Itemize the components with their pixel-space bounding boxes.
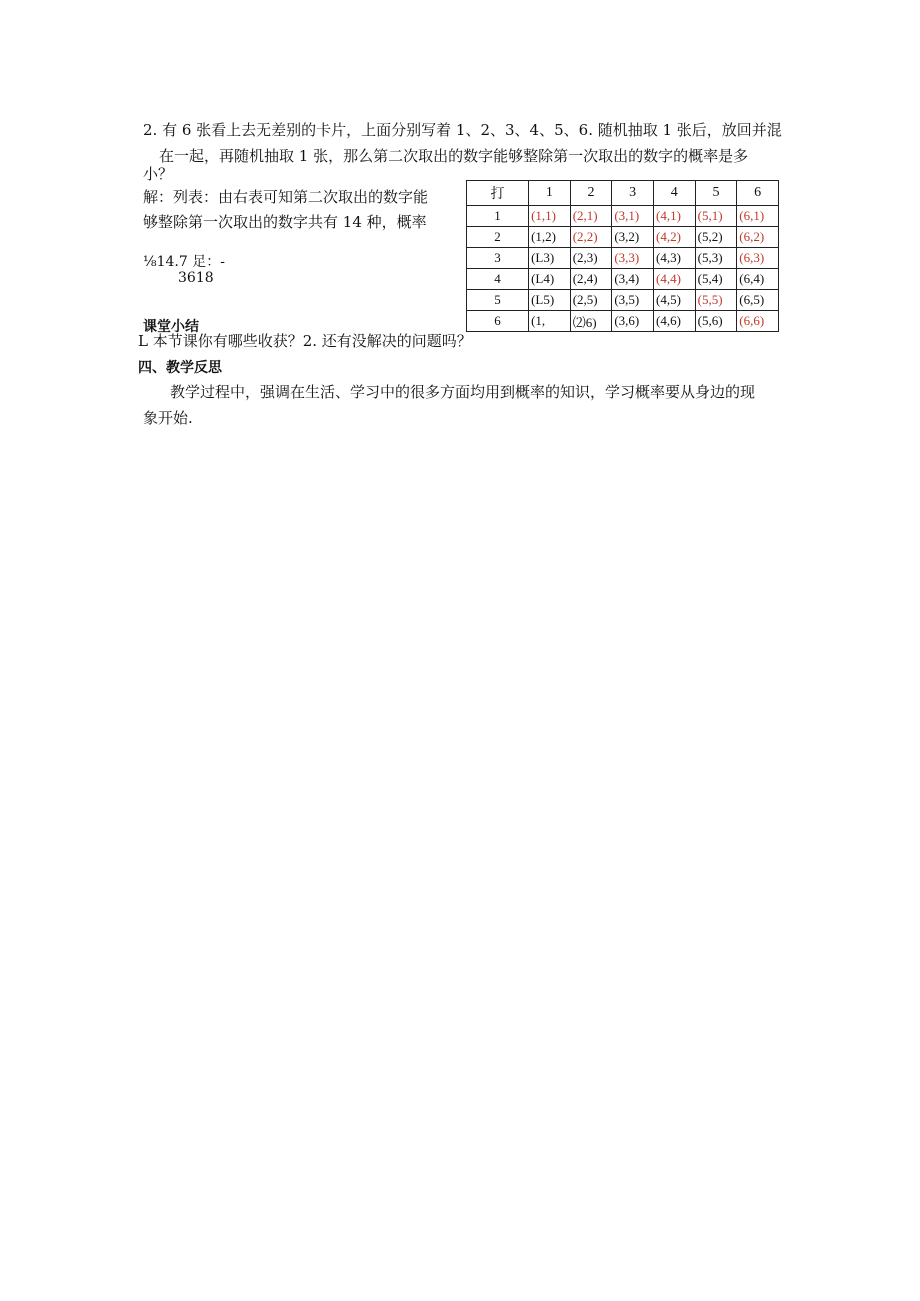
summary-text: L 本节课你有哪些收获？2. 还有没解决的问题吗？ bbox=[138, 332, 472, 350]
table-cell: (6,5) bbox=[737, 290, 779, 311]
table-cell: (4,2) bbox=[653, 227, 695, 248]
table-column-header: 1 bbox=[529, 181, 571, 206]
table-row bbox=[467, 248, 779, 269]
table-cell: (5,3) bbox=[695, 248, 737, 269]
table-cell: (6,1) bbox=[737, 206, 779, 227]
table-cell: (1,1) bbox=[529, 206, 571, 227]
table-cell: (2,2) bbox=[570, 227, 612, 248]
table-corner-cell: 打 bbox=[467, 181, 529, 206]
table-row-header: 5 bbox=[467, 290, 529, 311]
table-row-header: 2 bbox=[467, 227, 529, 248]
table-cell: (L5) bbox=[529, 290, 571, 311]
table-column-header: 4 bbox=[653, 181, 695, 206]
table-cell: (2,4) bbox=[570, 269, 612, 290]
table-row-header: 1 bbox=[467, 206, 529, 227]
table-row bbox=[467, 311, 779, 332]
table-cell: (5,1) bbox=[695, 206, 737, 227]
table-column-header: 3 bbox=[612, 181, 654, 206]
table-cell: (6,3) bbox=[737, 248, 779, 269]
solution-line-3: ⅛14.7 足：- bbox=[143, 254, 225, 270]
solution-line-4: 3618 bbox=[178, 270, 214, 286]
table-cell: (2,5) bbox=[570, 290, 612, 311]
table-cell: (6,2) bbox=[737, 227, 779, 248]
table-cell: (5,2) bbox=[695, 227, 737, 248]
table-cell: (3,5) bbox=[612, 290, 654, 311]
table-row-header: 6 bbox=[467, 311, 529, 332]
table-row bbox=[467, 269, 779, 290]
table-column-header: 6 bbox=[737, 181, 779, 206]
table-row bbox=[467, 227, 779, 248]
outcome-table bbox=[466, 180, 779, 332]
table-cell: (L3) bbox=[529, 248, 571, 269]
table-cell: (3,6) bbox=[612, 311, 654, 332]
table-cell: (2,3) bbox=[570, 248, 612, 269]
table-column-header: 5 bbox=[695, 181, 737, 206]
table-cell: (6,6) bbox=[737, 311, 779, 332]
table-row bbox=[467, 206, 779, 227]
table-cell: (5,4) bbox=[695, 269, 737, 290]
table-cell: (2,1) bbox=[570, 206, 612, 227]
table-cell: (4,4) bbox=[653, 269, 695, 290]
summary-heading: 课堂小结 bbox=[143, 319, 199, 335]
table-cell: (4,6) bbox=[653, 311, 695, 332]
table-cell: (6,4) bbox=[737, 269, 779, 290]
table-cell: (3,1) bbox=[612, 206, 654, 227]
table-cell: (4,5) bbox=[653, 290, 695, 311]
table-cell: (4,3) bbox=[653, 248, 695, 269]
table-cell: (3,3) bbox=[612, 248, 654, 269]
solution-line-1: 解：列表：由右表可知第二次取出的数字能 bbox=[143, 188, 429, 206]
problem-line-3: 小？ bbox=[143, 165, 174, 183]
reflection-line-1: 教学过程中，强调在生活、学习中的很多方面均用到概率的知识，学习概率要从身边的现 bbox=[170, 383, 756, 401]
table-row-header: 4 bbox=[467, 269, 529, 290]
reflection-line-2: 象开始. bbox=[143, 409, 193, 427]
reflection-heading: 四、教学反思 bbox=[138, 360, 222, 376]
solution-line-2: 够整除第一次取出的数字共有 14 种，概率 bbox=[143, 213, 427, 231]
table-cell: (4,1) bbox=[653, 206, 695, 227]
problem-line-2: 在一起，再随机抽取 1 张，那么第二次取出的数字能够整除第一次取出的数字的概率是多 bbox=[159, 147, 749, 165]
table-cell: (3,2) bbox=[612, 227, 654, 248]
table-row-header: 3 bbox=[467, 248, 529, 269]
table-cell: (1, bbox=[529, 311, 571, 332]
table-cell: ⑵6) bbox=[570, 311, 612, 332]
problem-line-1: 2. 有 6 张看上去无差别的卡片，上面分别写着 1、2、3、4、5、6. 随机抽取 1 张后，放回并混 bbox=[143, 121, 782, 139]
table-row bbox=[467, 290, 779, 311]
table-cell: (5,6) bbox=[695, 311, 737, 332]
table-cell: (L4) bbox=[529, 269, 571, 290]
table-column-header: 2 bbox=[570, 181, 612, 206]
table-header-row bbox=[467, 181, 779, 206]
table-cell: (3,4) bbox=[612, 269, 654, 290]
table-cell: (1,2) bbox=[529, 227, 571, 248]
table-cell: (5,5) bbox=[695, 290, 737, 311]
